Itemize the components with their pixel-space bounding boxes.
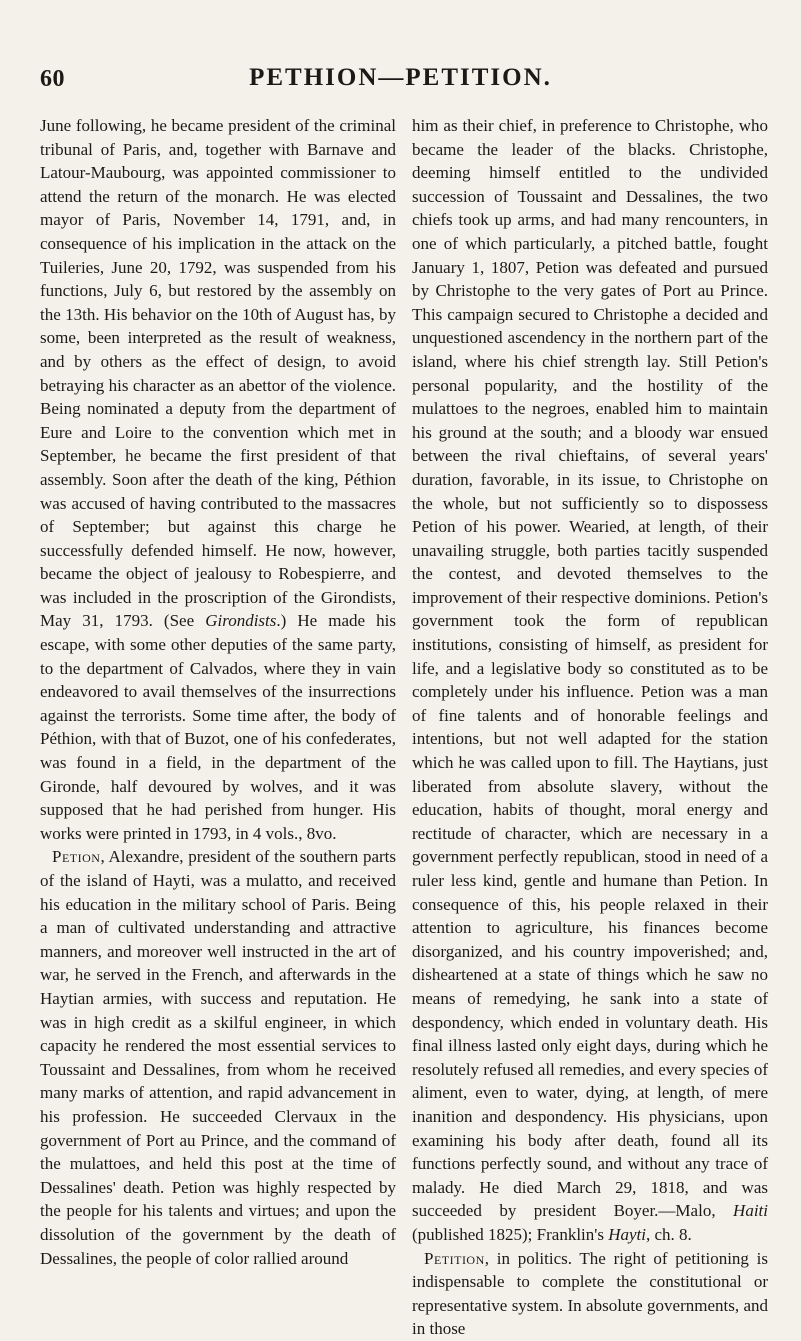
entry-petition	[412, 1247, 768, 1341]
text-run: , in politics. The right of petitioning is indispensable to complete the constitutional or representative system. In absolute governments, and in those	[412, 1248, 768, 1339]
paragraph-pethion-continued	[40, 114, 396, 845]
cross-reference: Haiti	[733, 1201, 768, 1221]
left-column	[40, 114, 396, 1270]
text-run: June following, he became president of the criminal tribunal of Paris, and, together with Barnave and Latour-Maubourg, was appointed commissioner to attend the return of the monarch. He was elected mayor of Paris, November 14, 1791, and, in consequence of his implication in the attack on the Tuileries, June 20, 1792, was suspended from his functions, July 6, but restored by the assembly on the 13th. His behavior on the 10th of August has, by some, been interpreted as the result of weakness, and by others as the effect of design, to avoid betraying his character as an abettor of the violence. Being nominated a deputy from the department of Eure and Loire to the convention which met in September, he became the first president of that assembly. Soon after the death of the king, Péthion was accused of having contributed to the massacres of September; but against this charge he successfully defended himself. He now, however, became the object of jealousy to Robespierre, and was included in the proscription of the Girondists, May 31, 1793. (See	[40, 116, 396, 631]
entry-headword: Petition	[424, 1248, 485, 1268]
cross-reference: Hayti	[608, 1224, 646, 1244]
entry-headword: Petion	[52, 847, 101, 867]
paragraph-petion-continued	[412, 114, 768, 1247]
text-run: , Alexandre, president of the southern parts of the island of Hayti, was a mulatto, and received his education in the military school of Paris. Being a man of cultivated understanding and attractive manners, and moreover well instructed in the art of war, he served in the French, and afterwards in the Haytian armies, with success and reputation. He was in high credit as a skilful engineer, in which capacity he rendered the most essential services to Toussaint and Dessalines, from whom he received many marks of attention, and rapid advancement in his profession. He succeeded Clervaux in the government of Port au Prince, and the command of the mulattoes, and held this post at the time of Dessalines' death. Petion was highly respected by the people for his talents and virtues; and upon the dissolution of the government by the death of Dessalines, the people of color rallied around	[40, 847, 396, 1268]
text-run: (published 1825); Franklin's	[412, 1224, 609, 1244]
running-title: PETHION—PETITION.	[249, 64, 552, 91]
text-run: .) He made his escape, with some other deputies of the same party, to the department of Calvados, where they in vain endeavored to avail themselves of the insurrections against the terrorists. Some time after, the body of Péthion, with that of Buzot, one of his confederates, was found in a field, in the department of the Gironde, half devoured by wolves, and it was supposed that he had perished from hunger. His works were printed in 1793, in 4 vols., 8vo.	[40, 611, 397, 843]
cross-reference: Girondists	[205, 611, 277, 631]
text-run: him as their chief, in preference to Christophe, who became the leader of the blacks. Christophe, deeming himself entitled to the undivided succession of Toussaint and Dessalines, the two chiefs took up arms, and had many rencounters, in one of which particularly, a pitched battle, fought January 1, 1807, Petion was defeated and pursued by Christophe to the very gates of Port au Prince. This campaign secured to Christophe a decided and unquestioned ascendency in the northern part of the island, where his chief strength lay. Still Petion's personal popularity, and the hostility of the mulattoes to the negroes, enabled him to maintain his ground at the south; and a bloody war ensued between the rival chieftains, of several years' duration, favorable, in its issue, to Christophe on the whole, but not sufficiently so to dispossess Petion of his power. Wearied, at length, of their unavailing struggle, both parties tacitly suspended the contest, and devoted themselves to the improvement of their respective dominions. Petion's government took the form of republican institutions, consisting of himself, as president for life, and a legislative body so constituted as to be completely under his influence. Petion was a man of fine talents and of honorable feelings and intentions, but not well adapted for the station which he was called upon to fill. The Haytians, just liberated from absolute slavery, without the education, habits of thought, moral energy and rectitude of character, which are necessary in a government perfectly republican, stood in need of a ruler less kind, gentle and humane than Petion. In consequence of this, his people relaxed in their attention to agriculture, his finances become disorganized, and his country impoverished; and, disheartened at a state of things which he saw no means of remedying, he sank into a state of despondency, which ended in voluntary death. His final illness lasted only eight days, during which he resolutely refused all remedies, and every species of aliment, even to water, dying, at length, of mere inanition and despondency. His physicians, upon examining his body after death, found all its functions perfectly sound, and without any trace of malady. He died March 29, 1818, and was succeeded by president Boyer.—Malo,	[412, 116, 768, 1221]
text-run: , ch. 8.	[645, 1224, 692, 1244]
right-column	[412, 114, 768, 1341]
entry-petion	[40, 845, 396, 1270]
page-number: 60	[40, 66, 65, 92]
